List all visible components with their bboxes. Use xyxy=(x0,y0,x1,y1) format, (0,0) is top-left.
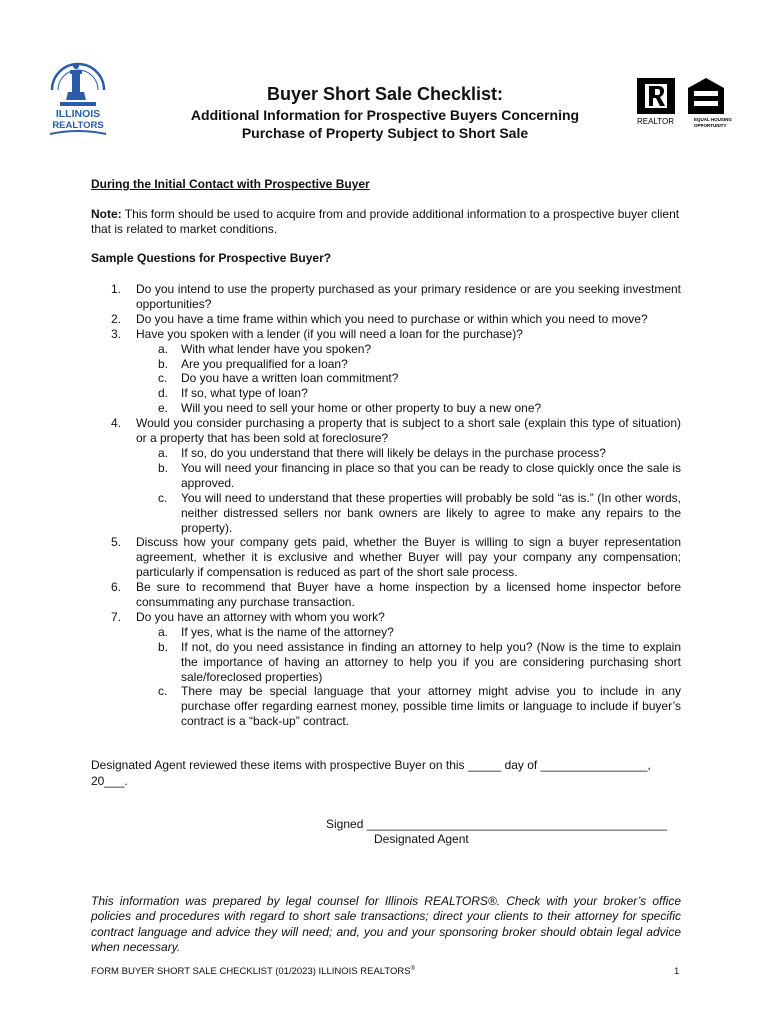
sub-question-text: Do you have a written loan commitment? xyxy=(181,371,399,386)
sub-question-text: You will need your financing in place so that you can be ready to close quickly once the sale is approved. xyxy=(181,460,681,490)
signature-line: Signed _____________________________________________ xyxy=(326,817,668,831)
logo-right-realtor: REALTOR xyxy=(637,117,675,126)
question-text: Have you spoken with a lender (if you will need a loan for the purchase)? xyxy=(136,326,523,341)
form-footer xyxy=(91,966,415,977)
question-number: 3. xyxy=(111,326,122,341)
sub-question-letter: c. xyxy=(158,490,168,505)
question-text: Do you have an attorney with whom you work? xyxy=(136,609,385,624)
page-subtitle xyxy=(160,106,610,142)
designated-agent-label: Designated Agent xyxy=(374,832,469,846)
sub-question-item xyxy=(136,491,681,536)
question-item xyxy=(91,327,681,416)
questions-list xyxy=(91,282,681,729)
sub-question-item xyxy=(136,684,681,729)
question-text: Would you consider purchasing a property that is subject to a short sale (explain this type of situation) or a property that has been sold at foreclosure? xyxy=(136,416,681,446)
page-title: Buyer Short Sale Checklist: xyxy=(266,84,504,104)
sub-question-text: Are you prequalified for a loan? xyxy=(181,356,348,371)
sub-question-text: If so, do you understand that there will likely be delays in the purchase process? xyxy=(181,445,606,460)
sub-question-letter: e. xyxy=(158,401,169,416)
sub-question-letter: b. xyxy=(158,639,169,654)
question-text: Do you intend to use the property purchased as your primary residence or are you seeking investment opportunities? xyxy=(136,282,681,311)
question-number: 6. xyxy=(111,580,122,595)
sub-question-text: If not, do you need assistance in finding an attorney to help you? (Now is the time to explain the importance of having an attorney to help you if you are considering purchasing short sale/foreclosed properties) xyxy=(181,639,681,684)
sub-question-letter: c. xyxy=(158,371,168,386)
question-item xyxy=(91,580,681,610)
sub-question-text: If yes, what is the name of the attorney? xyxy=(181,624,394,639)
sub-question-text: If so, what type of loan? xyxy=(181,386,308,401)
agent-review-statement: Designated Agent reviewed these items with prospective Buyer on this _____ day of ________________, 20___. xyxy=(91,758,651,788)
footer-registered-mark: ® xyxy=(410,966,416,972)
sub-question-letter: c. xyxy=(158,684,168,699)
sub-question-item xyxy=(136,357,681,372)
logo-right-eho-line2: OPPORTUNITY xyxy=(694,123,727,128)
note-text: This form should be used to acquire from and provide additional information to a prospective buyer client that is related to market conditions. xyxy=(91,207,680,236)
subtitle-line-1: Additional Information for Prospective Buyers Concerning xyxy=(190,107,580,123)
sub-question-text: Will you need to sell your home or other property to buy a new one? xyxy=(181,401,542,416)
sub-question-item xyxy=(136,371,681,386)
sub-question-item xyxy=(136,446,681,461)
question-item xyxy=(91,282,681,312)
logo-left-line1: ILLINOIS xyxy=(55,108,101,120)
question-item xyxy=(91,416,681,535)
sub-question-list xyxy=(136,625,681,729)
section-heading: During the Initial Contact with Prospective Buyer xyxy=(91,177,370,191)
sub-question-letter: a. xyxy=(158,445,169,460)
sub-question-list xyxy=(136,446,681,535)
sub-question-letter: b. xyxy=(158,356,169,371)
questions-heading: Sample Questions for Prospective Buyer? xyxy=(91,251,332,265)
footer-text: FORM BUYER SHORT SALE CHECKLIST (01/2023) ILLINOIS REALTORS xyxy=(91,966,411,978)
logo-left-line2: REALTORS xyxy=(52,120,104,131)
question-text: Discuss how your company gets paid, whether the Buyer is willing to sign a buyer representation agreement, whether it is exclusive and whether Buyer will pay your company any compensation; particularly if compensation is reduced as part of the short sale process. xyxy=(136,535,681,580)
sub-question-letter: a. xyxy=(158,624,169,639)
question-number: 2. xyxy=(111,311,122,326)
sub-question-letter: a. xyxy=(158,341,169,356)
sub-question-letter: d. xyxy=(158,386,169,401)
question-item xyxy=(91,312,681,327)
question-item xyxy=(91,610,681,729)
sub-question-item xyxy=(136,461,681,491)
question-number: 1. xyxy=(111,282,122,296)
question-number: 4. xyxy=(111,416,122,431)
note-paragraph xyxy=(91,207,681,237)
logo-right-eho-line1: EQUAL HOUSING xyxy=(694,117,732,122)
question-number: 5. xyxy=(111,535,122,550)
question-text: Be sure to recommend that Buyer have a home inspection by a licensed home inspector before consummating any purchase transaction. xyxy=(136,580,681,610)
sub-question-item xyxy=(136,625,681,640)
sub-question-letter: b. xyxy=(158,460,169,475)
sub-question-list xyxy=(136,342,681,417)
sub-question-text: There may be special language that your attorney might advise you to include in any purchase offer regarding earnest money, possible time limits or language to include if buyer’s contract is a “back-up” contract. xyxy=(181,684,681,729)
subtitle-line-2: Purchase of Property Subject to Short Sale xyxy=(241,125,529,141)
note-label: Note: xyxy=(91,207,122,221)
sub-question-text: You will need to understand that these properties will probably be sold “as is.” (In other words, neither distressed sellers nor bank owners are likely to agree to make any repairs to the property). xyxy=(181,490,681,535)
sub-question-item xyxy=(136,386,681,401)
sub-question-item xyxy=(136,401,681,416)
legal-disclaimer: This information was prepared by legal counsel for Illinois REALTORS®. Check with your broker’s office policies and procedures with regard to short sale transactions; direct your clients to their attorney for specific contract language and advice they will need; and, you and your sponsoring broker should obtain legal advice when necessary. xyxy=(91,894,681,954)
question-item xyxy=(91,535,681,580)
question-text: Do you have a time frame within which you need to purchase or within which you need to move? xyxy=(136,311,648,326)
page-number: 1 xyxy=(674,966,680,977)
question-number: 7. xyxy=(111,609,122,624)
sub-question-text: With what lender have you spoken? xyxy=(181,341,372,356)
sub-question-item xyxy=(136,640,681,685)
sub-question-item xyxy=(136,342,681,357)
